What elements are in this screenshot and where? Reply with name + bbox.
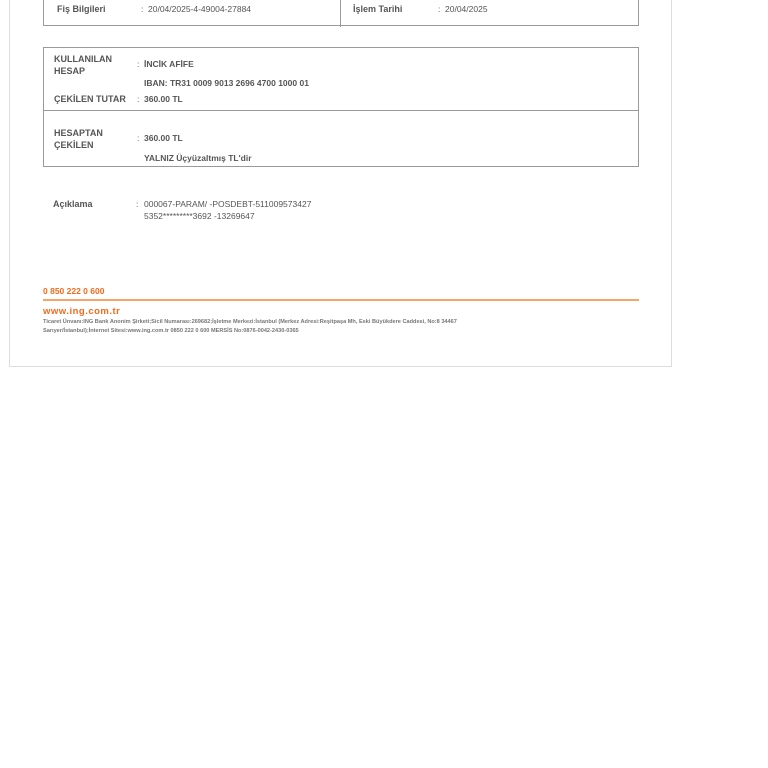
hesaptan-cekilen-label-1: HESAPTAN — [54, 128, 103, 138]
bank-phone: 0 850 222 0 600 — [43, 286, 105, 296]
colon: : — [438, 4, 441, 14]
account-name: İNCİK AFİFE — [144, 59, 194, 69]
cekilen-tutar-label: ÇEKİLEN TUTAR — [54, 94, 126, 104]
hesaptan-cekilen-label-2: ÇEKİLEN — [54, 140, 94, 150]
colon: : — [136, 199, 139, 209]
fis-bilgileri-value: 20/04/2025-4-49004-27884 — [148, 4, 252, 14]
kullanilan-hesap-label-2: HESAP — [54, 66, 86, 76]
footer-orange-line — [43, 299, 639, 301]
account-box — [43, 47, 639, 167]
iban: IBAN: TR31 0009 9013 2696 4700 1000 01 — [144, 78, 309, 88]
box-divider — [340, 0, 341, 27]
aciklama-line-2: 5352*********3692 -13269647 — [144, 211, 255, 221]
receipt-info-box — [43, 0, 639, 26]
kullanilan-hesap-label-1: KULLANILAN — [54, 54, 112, 64]
colon: : — [137, 59, 140, 69]
fis-bilgileri-label: Fiş Bilgileri — [57, 4, 106, 14]
bank-website[interactable]: www.ing.com.tr — [43, 306, 121, 317]
aciklama-label: Açıklama — [53, 199, 93, 209]
colon: : — [137, 133, 140, 143]
colon: : — [141, 4, 144, 14]
aciklama-line-1: 000067-PARAM/ -POSDEBT-511009573427 — [144, 199, 312, 209]
cekilen-tutar-value: 360.00 TL — [144, 94, 183, 104]
legal-info-line-1: Ticaret Ünvanı:ING Bank Anonim Şirketi;Sicil Numarası:269682;İşletme Merkezi:İstanbul (Merkez Adresi:Reşitpaşa Mh, Eski Büyükdere Caddesi, No:8 34467 — [43, 319, 457, 325]
amount-in-words: YALNIZ Üçyüzaltmış TL'dir — [144, 153, 252, 163]
islem-tarihi-value: 20/04/2025 — [445, 4, 488, 14]
colon: : — [137, 94, 140, 104]
legal-info-line-2: Sarıyer/İstanbul);İnternet Sitesi:www.ing.com.tr 0850 222 0 600 MERSİS No:0876-0042-2430-0365 — [43, 328, 299, 334]
hesaptan-cekilen-value: 360.00 TL — [144, 133, 183, 143]
receipt-page — [9, 0, 672, 367]
account-box-divider — [44, 110, 638, 111]
islem-tarihi-label: İşlem Tarihi — [353, 4, 403, 14]
